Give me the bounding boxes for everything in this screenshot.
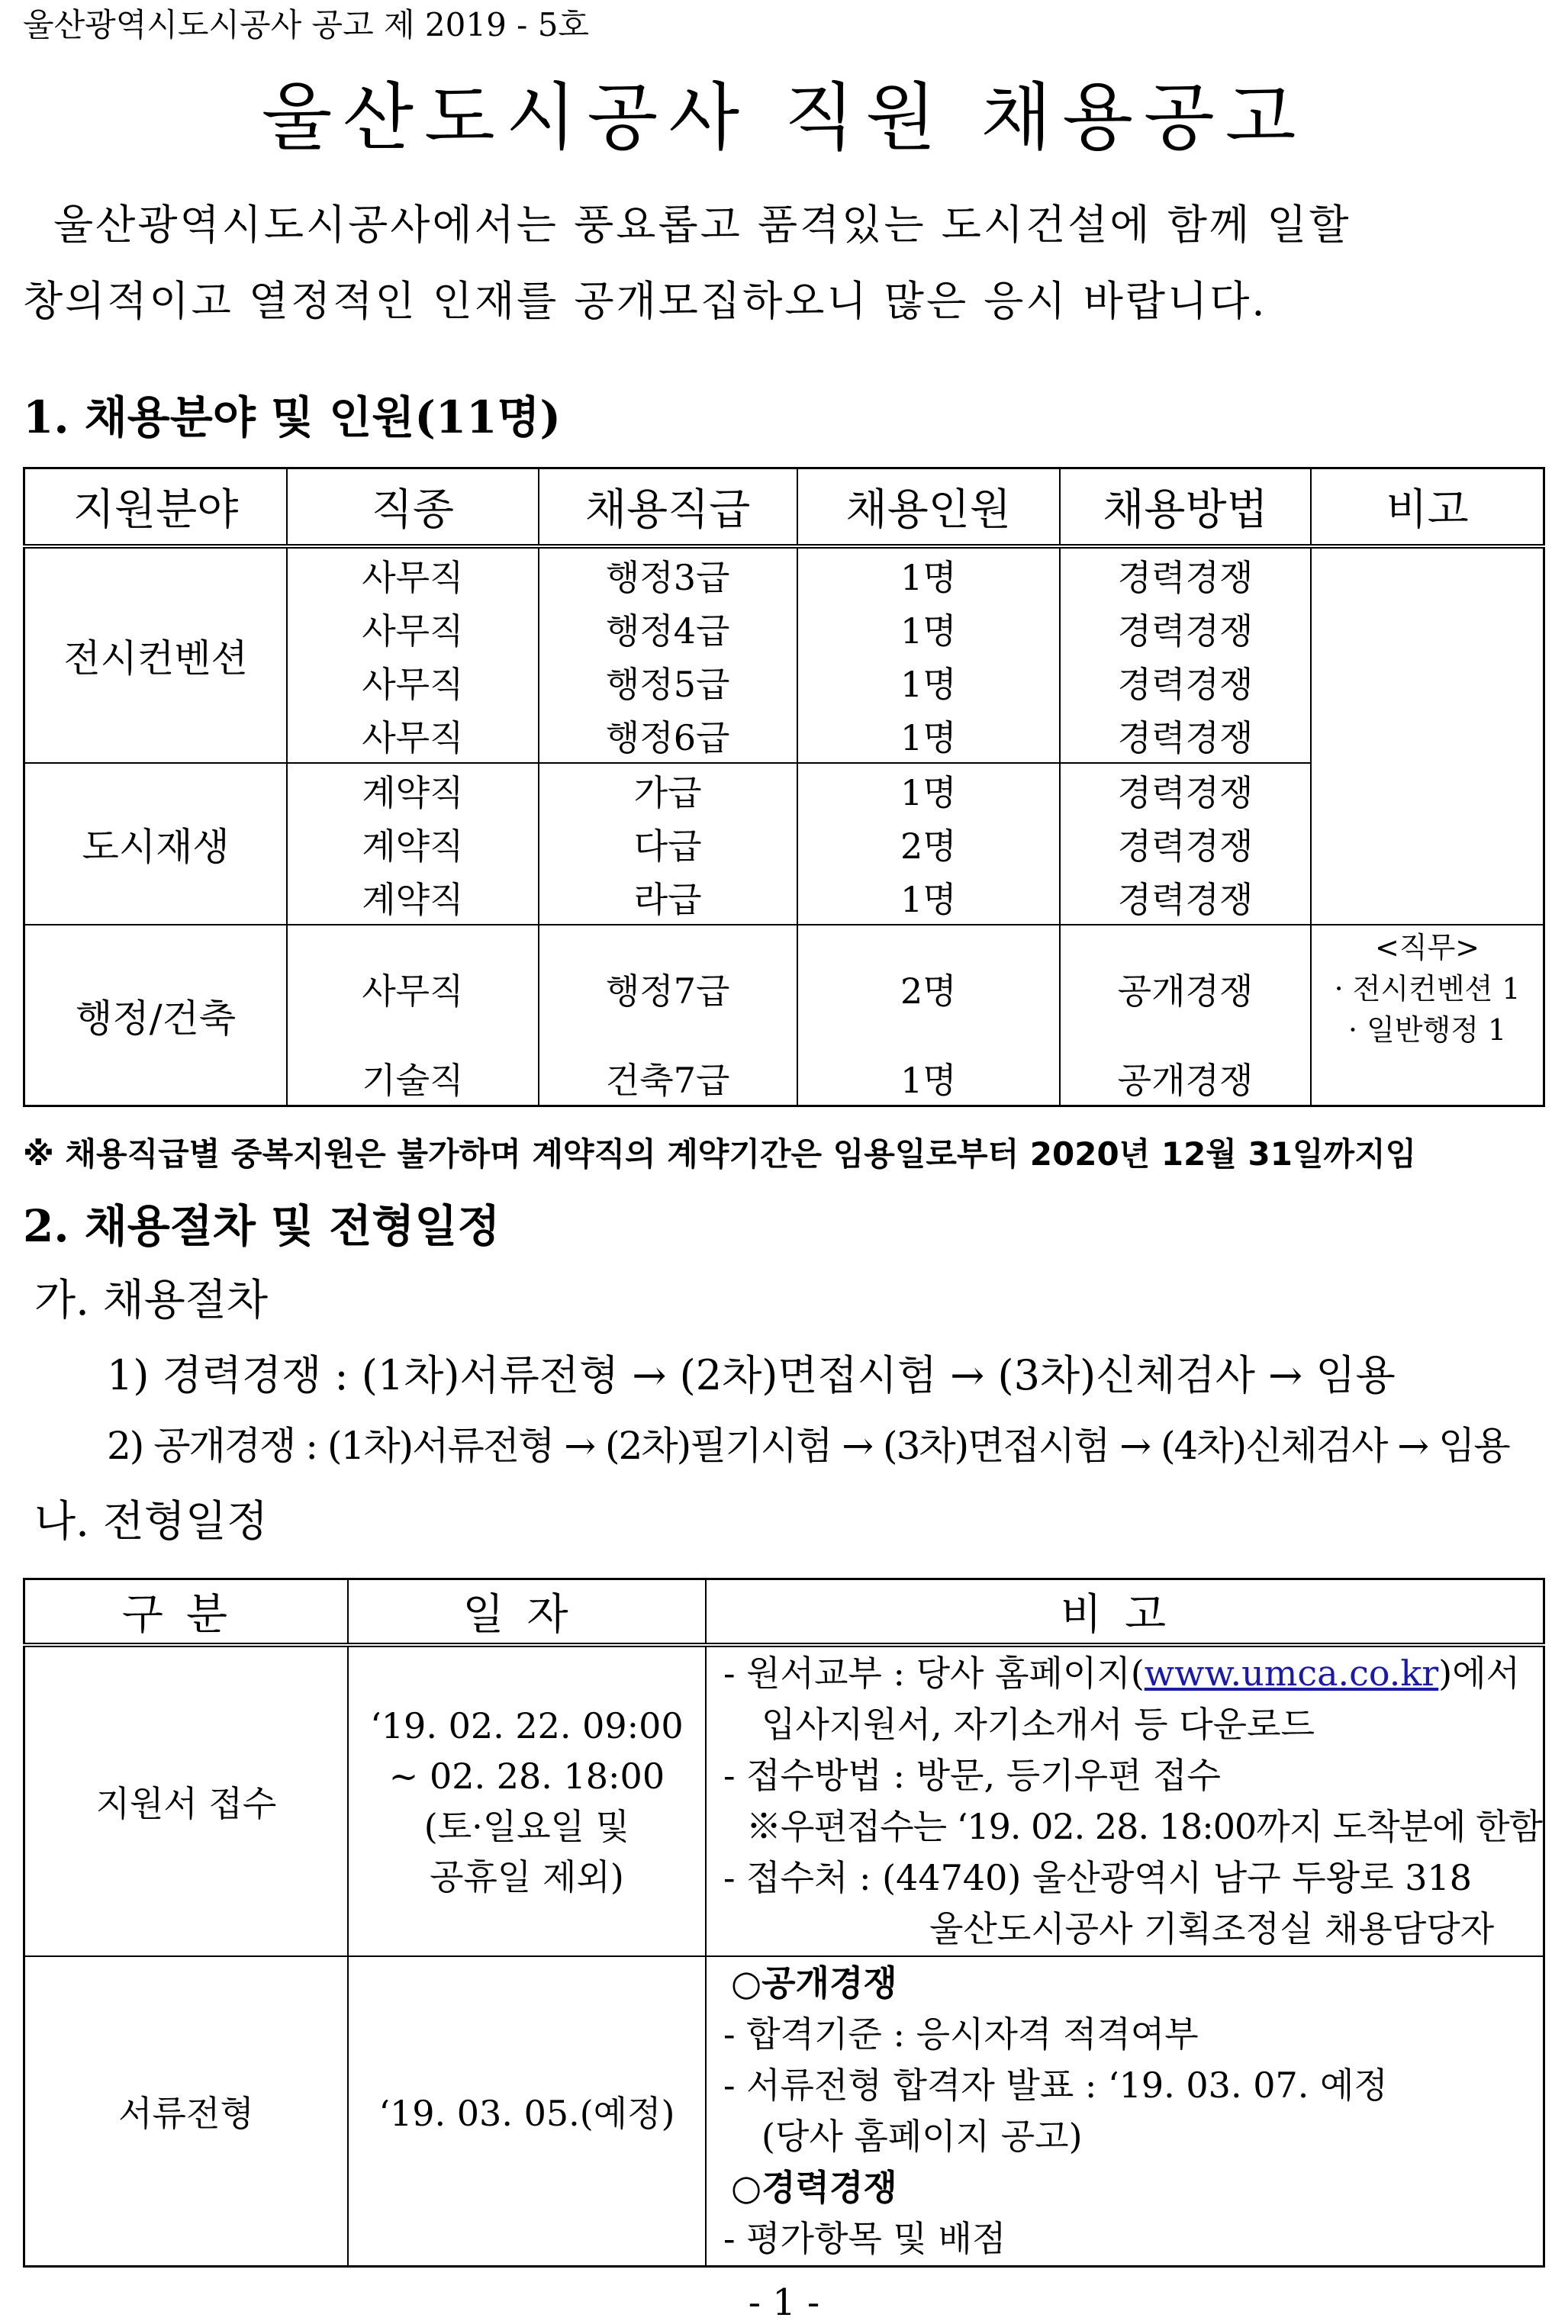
- method-cell: 경력경쟁: [1060, 546, 1311, 602]
- remark-line: - 평가항목 및 배점: [723, 2218, 1006, 2259]
- header-headcount: 채용인원: [797, 468, 1060, 547]
- headcount-cell: 1명: [797, 709, 1060, 763]
- headcount-cell: 2명: [797, 817, 1060, 871]
- method-cell: 경력경쟁: [1060, 709, 1311, 763]
- remark-line: [723, 1648, 1542, 1699]
- remark-line: (당사 홈페이지 공고): [761, 2116, 1083, 2157]
- method-cell: 경력경쟁: [1060, 602, 1311, 655]
- job-type-cell: 기술직: [287, 1051, 538, 1106]
- date-line: ‘19. 02. 22. 09:00: [370, 1705, 684, 1746]
- remark-line: - 합격기준 : 응시자격 적격여부: [723, 2013, 1199, 2055]
- remark-cell: [1311, 925, 1544, 1051]
- remark-cell: [706, 1645, 1544, 1956]
- header-remark: 비고: [706, 1579, 1544, 1646]
- category-cell: 지원서 접수: [24, 1645, 348, 1956]
- procedure-open: 2) 공개경쟁 : (1차)서류전형 → (2차)필기시험 → (3차)면접시험 → (4차)신체검사 → 임용: [107, 1424, 1509, 1468]
- headcount-cell: 1명: [797, 871, 1060, 925]
- remark-cell-empty: [1311, 546, 1544, 925]
- grade-cell: 라급: [539, 871, 797, 925]
- remark-cell: [706, 1956, 1544, 2267]
- job-type-cell: 사무직: [287, 602, 538, 655]
- job-type-cell: 사무직: [287, 655, 538, 709]
- remark-line: 입사지원서, 자기소개서 등 다운로드: [761, 1704, 1315, 1745]
- job-type-cell: 사무직: [287, 925, 538, 1051]
- remark-line: <직무>: [1375, 930, 1480, 964]
- intro-line-2: 창의적이고 열정적인 인재를 공개모집하오니 많은 응시 바랍니다.: [23, 277, 1267, 325]
- remark-line: - 서류전형 합격자 발표 : ‘19. 03. 07. 예정: [723, 2065, 1388, 2106]
- date-line: ~ 02. 28. 18:00: [388, 1756, 665, 1797]
- method-cell: 공개경쟁: [1060, 925, 1311, 1051]
- remark-text: - 원서교부 : 당사 홈페이지(: [723, 1653, 1145, 1694]
- date-cell: [348, 1645, 706, 1956]
- grade-cell: 행정7급: [539, 925, 797, 1051]
- header-job-type: 직종: [287, 468, 538, 547]
- procedure-career: 1) 경력경쟁 : (1차)서류전형 → (2차)면접시험 → (3차)신체검사 → 임용: [107, 1351, 1396, 1399]
- homepage-link[interactable]: www.umca.co.kr: [1144, 1653, 1439, 1694]
- date-line: 공휴일 제외): [430, 1856, 624, 1898]
- grade-cell: 가급: [539, 763, 797, 817]
- job-type-cell: 계약직: [287, 871, 538, 925]
- method-cell: 경력경쟁: [1060, 871, 1311, 925]
- job-type-cell: 계약직: [287, 763, 538, 817]
- subheading-procedure: 가. 채용절차: [34, 1276, 269, 1325]
- header-method: 채용방법: [1060, 468, 1311, 547]
- page-number: - 1 -: [748, 2281, 820, 2324]
- headcount-cell: 1명: [797, 602, 1060, 655]
- grade-cell: 건축7급: [539, 1051, 797, 1106]
- grade-cell: 행정6급: [539, 709, 797, 763]
- remark-line: ※우편접수는 ‘19. 02. 28. 18:00까지 도착분에 한함: [745, 1806, 1542, 1847]
- headcount-cell: 1명: [797, 1051, 1060, 1106]
- table-row: [24, 925, 1544, 1051]
- method-cell: 경력경쟁: [1060, 763, 1311, 817]
- intro-paragraph: [23, 187, 1549, 340]
- header-category: 구분: [24, 1579, 348, 1646]
- subheading-schedule: 나. 전형일정: [34, 1497, 269, 1547]
- remark-line: ○경력경쟁: [730, 2167, 897, 2208]
- grade-cell: 행정5급: [539, 655, 797, 709]
- category-cell: 서류전형: [24, 1956, 348, 2267]
- remark-text: )에서: [1438, 1653, 1521, 1694]
- grade-cell: 행정4급: [539, 602, 797, 655]
- method-cell: 공개경쟁: [1060, 1051, 1311, 1106]
- method-cell: 경력경쟁: [1060, 655, 1311, 709]
- header-date: 일자: [348, 1579, 706, 1646]
- method-cell: 경력경쟁: [1060, 817, 1311, 871]
- table-header-row: [24, 1579, 1544, 1646]
- headcount-cell: 2명: [797, 925, 1060, 1051]
- header-remark: 비고: [1311, 468, 1544, 547]
- remark-line: ○공개경쟁: [730, 1962, 897, 2004]
- header-grade: 채용직급: [539, 468, 797, 547]
- field-cell: 도시재생: [24, 763, 288, 925]
- job-type-cell: 사무직: [287, 709, 538, 763]
- section2-heading: 2. 채용절차 및 전형일정: [23, 1200, 501, 1252]
- table-header-row: [24, 468, 1544, 547]
- table-row: [24, 546, 1544, 602]
- recruitment-table: [23, 467, 1545, 1107]
- intro-line-1: 울산광역시도시공사에서는 풍요롭고 품격있는 도시건설에 함께 일할: [53, 201, 1351, 249]
- field-cell: 전시컨벤션: [24, 546, 288, 763]
- grade-cell: 다급: [539, 817, 797, 871]
- notice-number: 울산광역시도시공사 공고 제 2019 - 5호: [23, 6, 589, 43]
- header-field: 지원분야: [24, 468, 288, 547]
- page-title: 울산도시공사 직원 채용공고: [261, 75, 1307, 160]
- section1-heading: 1. 채용분야 및 인원(11명): [23, 391, 561, 443]
- table-row: [24, 1645, 1544, 1956]
- table-row: [24, 1956, 1544, 2267]
- table-footnote: ※ 채용직급별 중복지원은 불가하며 계약직의 계약기간은 임용일로부터 2020년 12월 31일까지임: [23, 1135, 1417, 1173]
- remark-line: · 일반행정 1: [1347, 1012, 1507, 1047]
- headcount-cell: 1명: [797, 546, 1060, 602]
- job-type-cell: 계약직: [287, 817, 538, 871]
- remark-cell-empty: [1311, 1051, 1544, 1106]
- date-cell: ‘19. 03. 05.(예정): [348, 1956, 706, 2267]
- job-type-cell: 사무직: [287, 546, 538, 602]
- headcount-cell: 1명: [797, 763, 1060, 817]
- headcount-cell: 1명: [797, 655, 1060, 709]
- schedule-table: [23, 1578, 1545, 2268]
- remark-line: - 접수방법 : 방문, 등기우편 접수: [723, 1755, 1221, 1796]
- field-cell: 행정/건축: [24, 925, 288, 1106]
- date-line: (토·일요일 및: [423, 1806, 630, 1847]
- remark-line: - 접수처 : (44740) 울산광역시 남구 두왕로 318: [723, 1857, 1473, 1898]
- remark-line: · 전시컨벤션 1: [1334, 971, 1521, 1006]
- remark-line: 울산도시공사 기획조정실 채용담당자: [929, 1908, 1495, 1949]
- grade-cell: 행정3급: [539, 546, 797, 602]
